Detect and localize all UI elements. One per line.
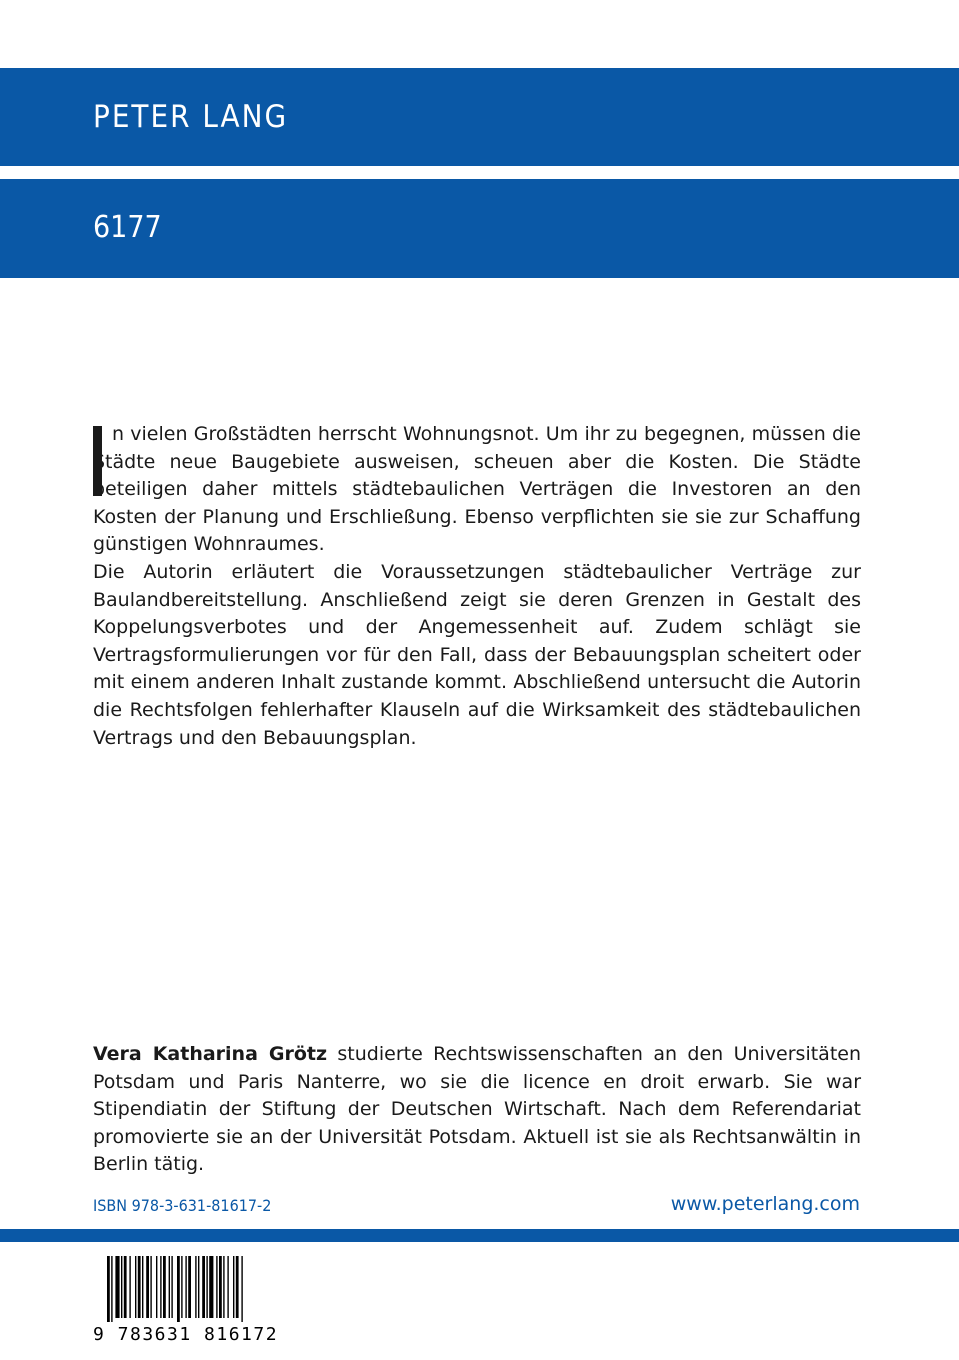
- blurb-paragraph-1: [93, 421, 861, 559]
- barcode-bar: [138, 1256, 141, 1318]
- barcode-bar: [163, 1256, 166, 1318]
- barcode-bar: [241, 1256, 242, 1322]
- footer-band: [0, 1229, 959, 1242]
- series-number: 6177: [93, 210, 162, 245]
- website-url: www.peterlang.com: [670, 1193, 860, 1215]
- barcode-bar: [177, 1256, 180, 1322]
- barcode-bar: [135, 1256, 136, 1318]
- barcode-bar: [181, 1256, 182, 1318]
- author-bio-paragraph: [93, 1041, 861, 1179]
- barcode-digits: 9 783631 816172: [93, 1324, 279, 1345]
- barcode-bar: [227, 1256, 228, 1318]
- barcode-bar: [156, 1256, 157, 1318]
- barcode-bar: [111, 1256, 112, 1322]
- barcode-bar: [171, 1256, 172, 1318]
- blurb-paragraph-1-text: n vielen Großstädten herrscht Wohnungsnot. Um ihr zu begegnen, müssen die Städte neue Baugebiete ausweisen, scheuen aber die Kosten. Die Städte beteiligen daher mittels städtebaulichen Verträgen die Investoren an den Kosten der Planung und Erschließung. Ebenso verpflichten sie sie zur Schaffung günstigen Wohnraumes.: [93, 423, 861, 556]
- barcode-bar: [206, 1256, 207, 1318]
- author-bio: [93, 1041, 861, 1179]
- barcode-bar: [188, 1256, 191, 1318]
- barcode-bar: [185, 1256, 186, 1318]
- barcode-bar: [233, 1256, 234, 1318]
- barcode-bar: [107, 1256, 110, 1322]
- publisher-band: [0, 68, 959, 166]
- barcode-bar: [219, 1256, 222, 1318]
- barcode-bar: [124, 1256, 127, 1318]
- publisher-name: PETER LANG: [93, 99, 289, 135]
- barcode-bar: [129, 1256, 130, 1318]
- barcode-bar: [150, 1256, 151, 1318]
- barcode-bar: [198, 1256, 199, 1318]
- blurb-paragraph-2: Die Autorin erläutert die Voraussetzungen städtebaulicher Verträge zur Baulandbereitstellung. Anschließend zeigt sie deren Grenzen in Gestalt des Koppelungsverbotes und der Angemessenheit auf. Zudem schlägt sie Vertragsformulierungen vor für den Fall, dass der Bebauungsplan scheitert oder mit einem anderen Inhalt zustande kommt. Abschließend untersucht die Autorin die Rechtsfolgen fehlerhafter Klauseln auf die Wirksamkeit des städtebaulichen Vertrags und den Bebauungsplan.: [93, 560, 861, 749]
- barcode-bar: [236, 1256, 239, 1318]
- author-name: Vera Katharina Grötz: [93, 1043, 328, 1065]
- barcode-bar: [202, 1256, 205, 1318]
- barcode-bar: [115, 1256, 119, 1318]
- barcode-bar: [209, 1256, 213, 1318]
- barcode-bar: [121, 1256, 122, 1318]
- series-band: [0, 179, 959, 278]
- book-blurb: [93, 421, 861, 752]
- isbn-label: ISBN 978-3-631-81617-2: [93, 1196, 272, 1215]
- author-bio-text: studierte Rechtswissenschaften an den Universitäten Potsdam und Paris Nanterre, wo sie die licence en droit erwarb. Sie war Stipendiatin der Stiftung der Deutschen Wirtschaft. Nach dem Referendariat promovierte sie an der Universität Potsdam. Aktuell ist sie als Rechtsanwältin in Berlin tätig.: [93, 1043, 861, 1176]
- barcode-bar: [195, 1256, 196, 1318]
- barcode-bar: [146, 1256, 149, 1318]
- barcode-bars: [93, 1256, 288, 1322]
- barcode-bar: [160, 1256, 161, 1318]
- barcode-bar: [223, 1256, 224, 1318]
- barcode-bar: [216, 1256, 217, 1318]
- barcode-bar: [169, 1256, 170, 1318]
- barcode-bar: [142, 1256, 143, 1318]
